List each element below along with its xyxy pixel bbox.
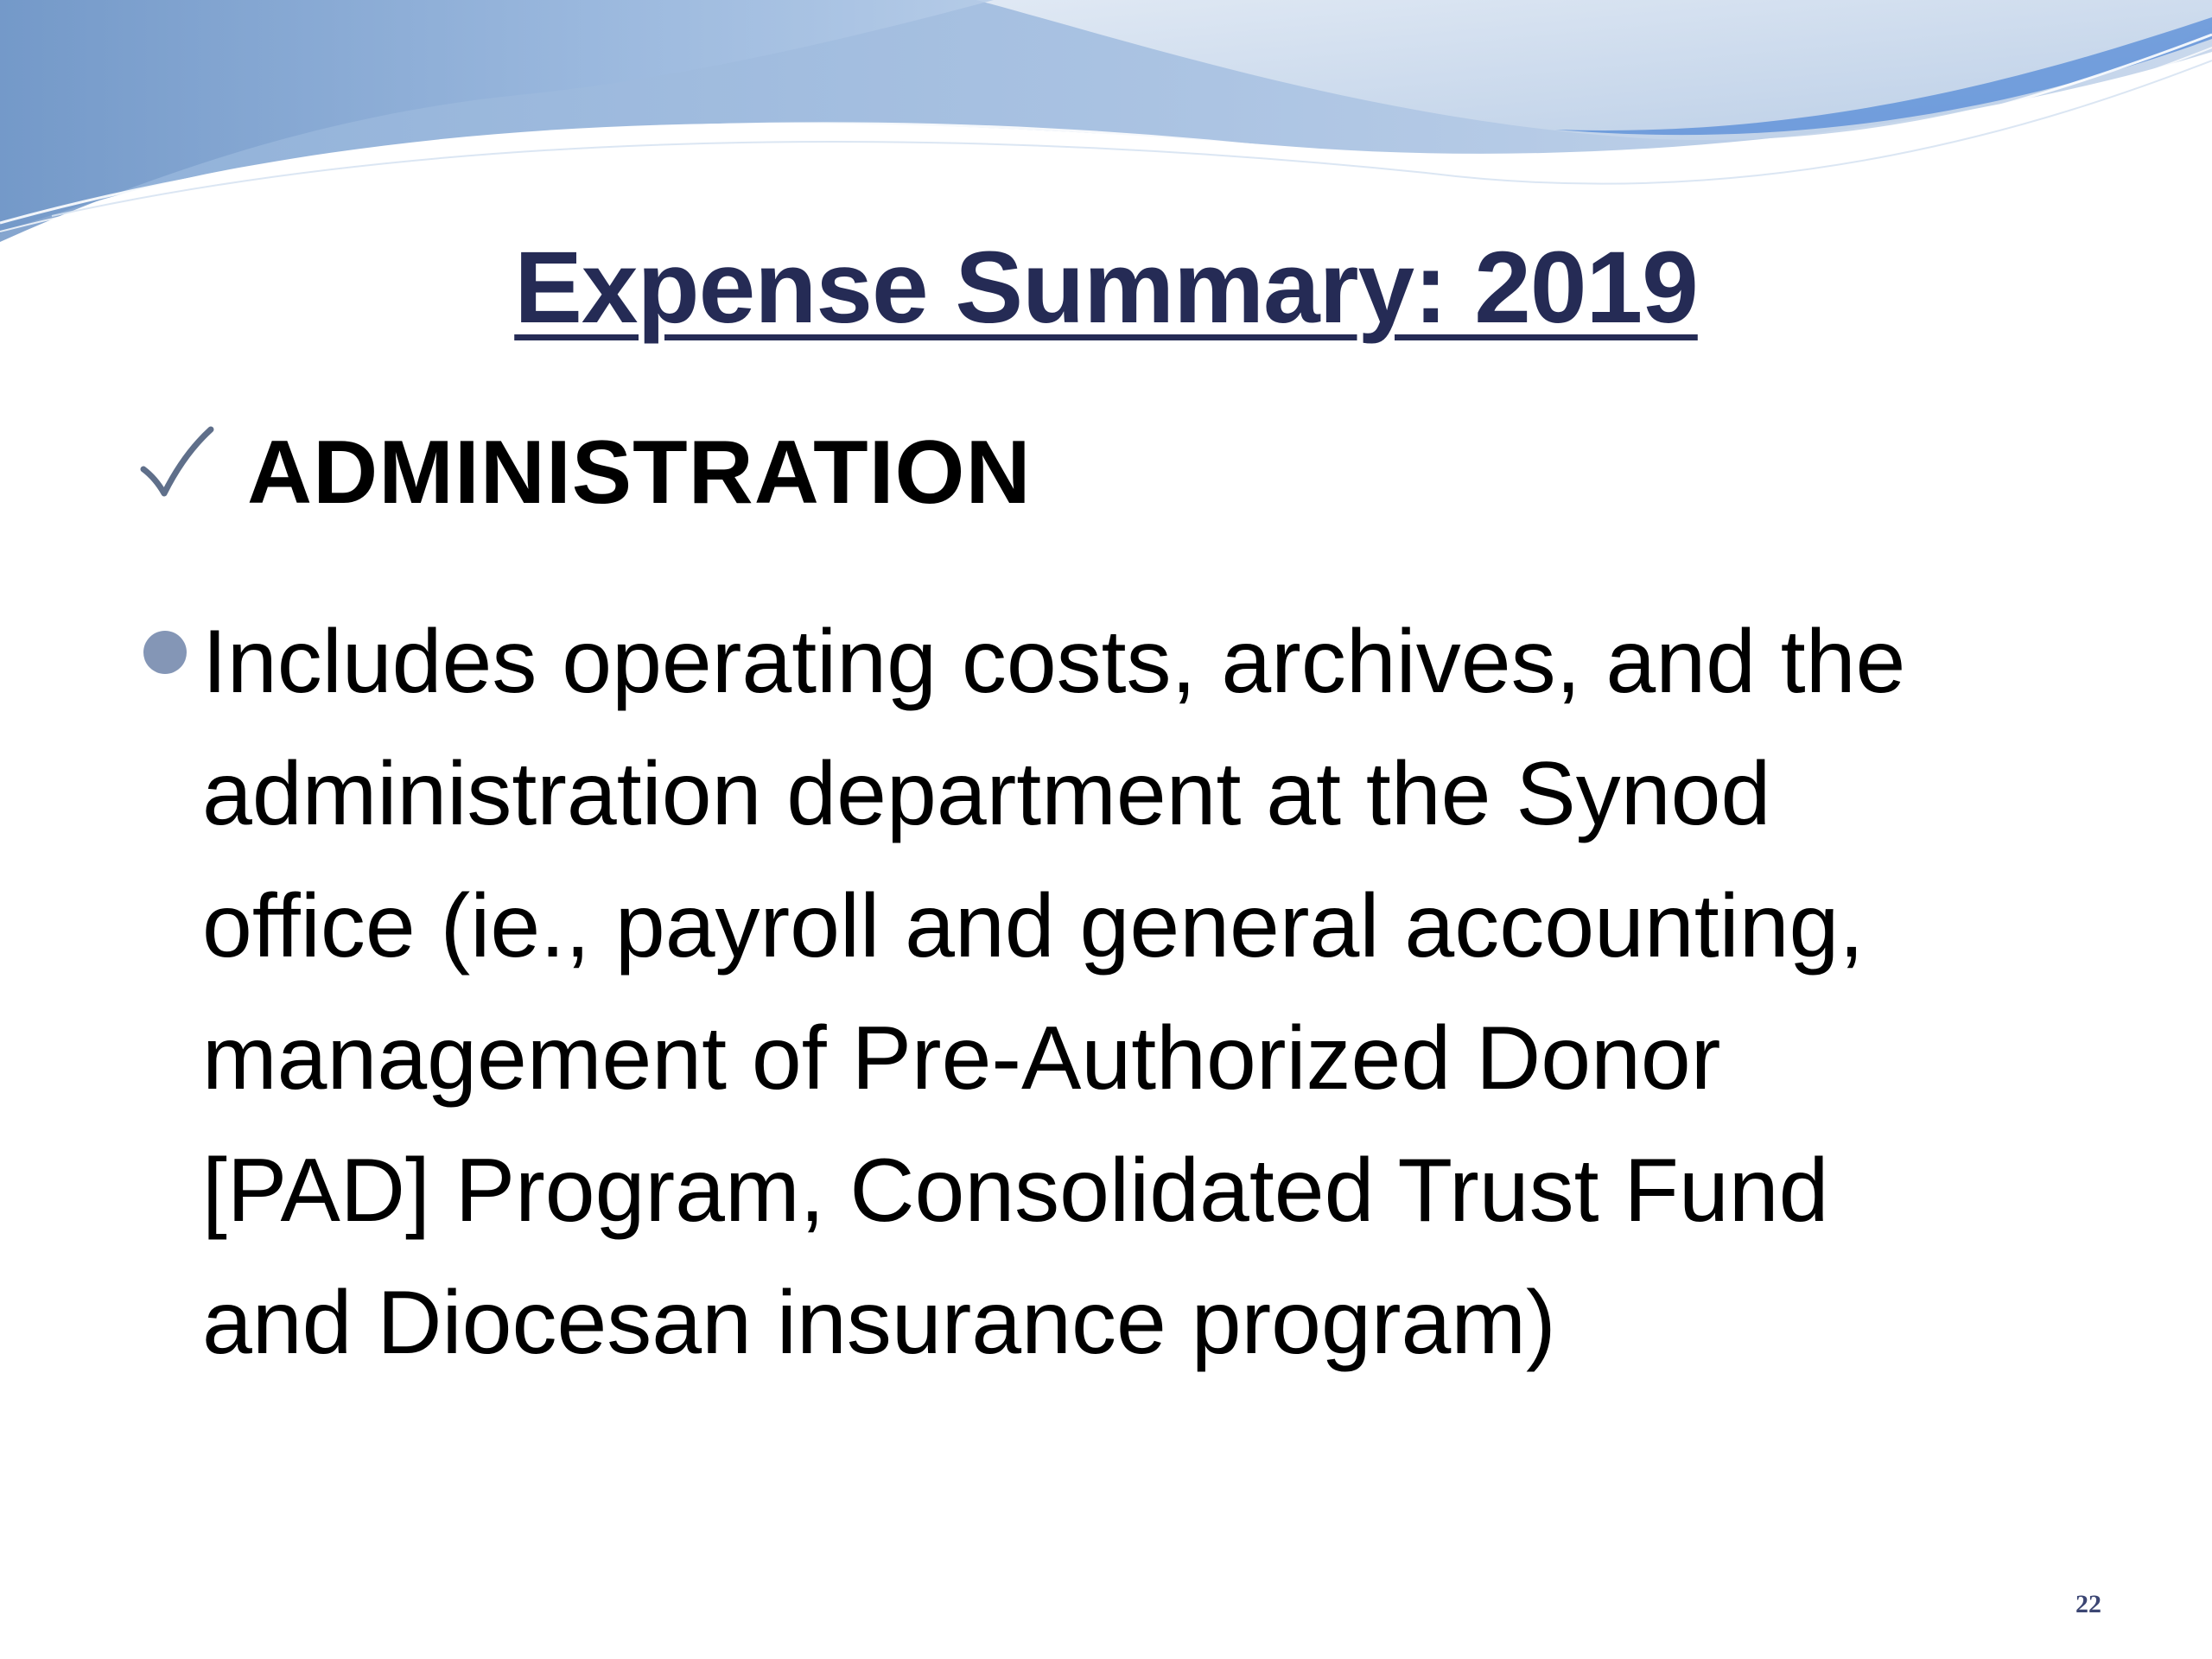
bullet-dot-icon [143,631,187,674]
section-heading-row [138,416,1032,529]
bullet-line: Includes operating costs, archives, and the [202,612,1906,712]
bullet-line: and Diocesan insurance program) [202,1273,1556,1373]
bullet-text [202,596,2146,1389]
page-number: 22 [2075,1590,2101,1618]
slide-title: Expense Summary: 2019 [514,231,1698,345]
decorative-wave-banner [0,0,2212,259]
section-heading: ADMINISTRATION [247,422,1032,523]
bullet-line: management of Pre-Authorized Donor [202,1008,1721,1109]
checkmark-icon [138,424,216,502]
bullet-line: [PAD] Program, Consolidated Trust Fund [202,1141,1829,1241]
bullet-line: office (ie., payroll and general accounting, [202,876,1865,976]
bullet-line: administration department at the Synod [202,744,1771,844]
